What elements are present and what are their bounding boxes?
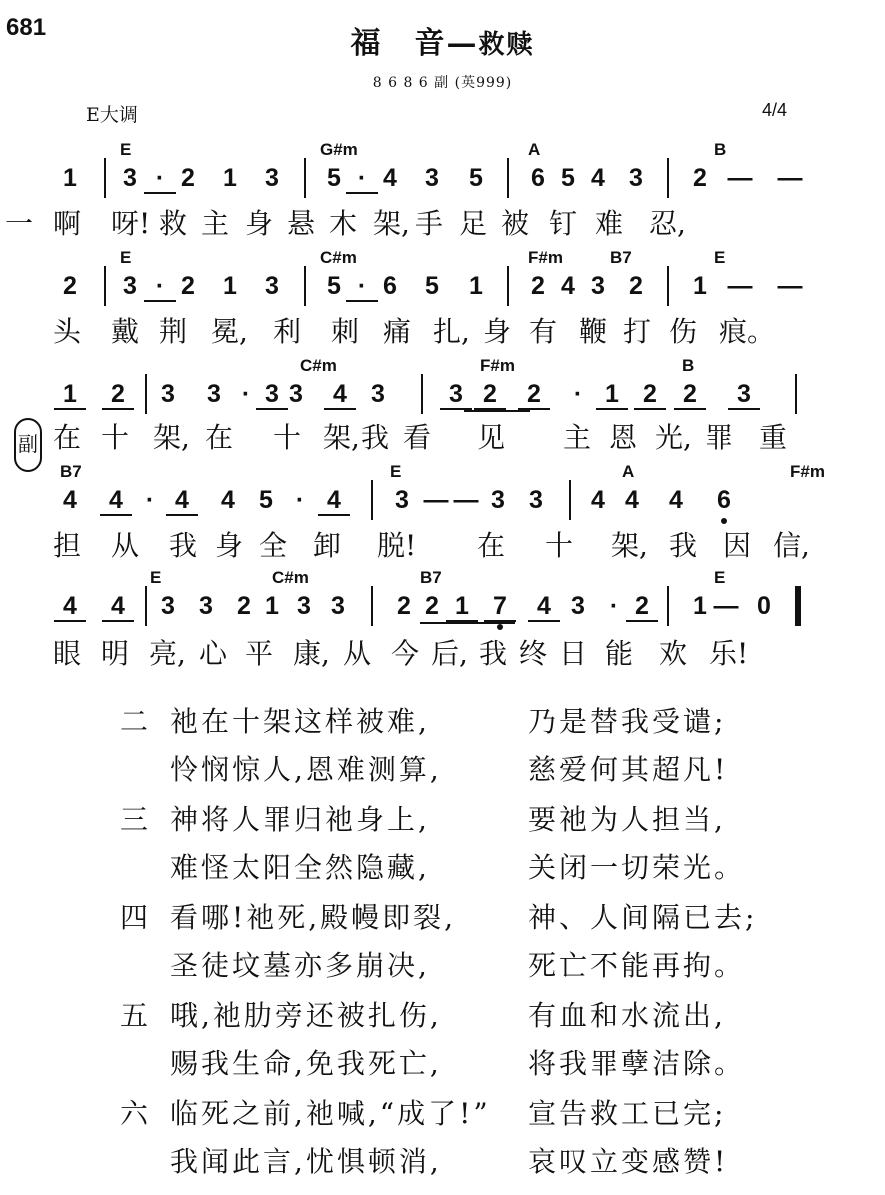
note: 1 — [223, 272, 237, 300]
lyric-syllable: 明 — [101, 637, 130, 670]
note: 1 — [693, 592, 707, 620]
lyric-syllable: 心 — [199, 637, 228, 670]
dot-mark: · — [145, 486, 155, 514]
verse-text-second-half: 宣告救工已完; — [528, 1097, 727, 1130]
note: 4 — [324, 380, 356, 410]
note: 1 — [446, 592, 478, 622]
note: 3 — [161, 592, 175, 620]
chord-symbol: B7 — [60, 462, 82, 481]
verse-text-second-half: 神、人间隔已去; — [528, 901, 758, 934]
note: 5 — [425, 272, 439, 300]
chord-symbol: A — [528, 140, 541, 159]
hold-dash: — — [727, 164, 753, 192]
verse-text-first-half: 祂在十架这样被难, — [170, 705, 430, 738]
note: 3 — [425, 164, 439, 192]
lyric-syllable: 架, — [153, 421, 190, 454]
lyric-syllable: 我 — [169, 529, 198, 562]
hymn-title — [0, 18, 885, 62]
verse-text-first-half: 临死之前,祂喊,“成了!” — [170, 1097, 491, 1130]
lyric-syllable: 架, — [373, 207, 410, 240]
verse-text-second-half: 有血和水流出, — [528, 999, 726, 1032]
beam-line — [420, 622, 515, 624]
hold-dash: — — [777, 164, 803, 192]
verse-block — [0, 994, 885, 1090]
dot-mark: · — [346, 272, 378, 302]
lyric-syllable: 脱! — [377, 529, 417, 562]
lyric-syllable: 身 — [245, 207, 274, 240]
verse-line — [0, 1140, 885, 1188]
title-main: 福 音 — [350, 26, 447, 61]
hold-dash: — — [423, 486, 449, 514]
barline — [795, 374, 797, 414]
dot-mark: · — [573, 380, 583, 408]
chord-symbol: B7 — [420, 568, 442, 587]
verse-text-first-half: 我闻此言,忧惧顿消, — [170, 1145, 442, 1178]
chord-symbol: C#m — [320, 248, 357, 267]
verse-line — [0, 994, 885, 1042]
verse-number: 四 — [120, 901, 152, 934]
barline — [371, 586, 373, 626]
lyric-syllable: 乐! — [709, 637, 749, 670]
lyric-syllable: 我 — [669, 529, 698, 562]
note: 3 — [591, 272, 605, 300]
chord-symbol: F#m — [790, 462, 825, 481]
chord-symbol: E — [120, 248, 132, 267]
hold-dash: — — [453, 486, 479, 514]
note: 4 — [561, 272, 575, 300]
verse-text-second-half: 慈爱何其超凡! — [528, 753, 729, 786]
verse-text-first-half: 难怪太阳全然隐藏, — [170, 851, 430, 884]
note: 1 — [596, 380, 628, 410]
note: 3 — [265, 164, 279, 192]
note: 3 — [123, 164, 137, 192]
verse-line — [0, 700, 885, 748]
verse-block — [0, 1092, 885, 1188]
barline — [667, 266, 669, 306]
verse-line — [0, 1042, 885, 1090]
verse-text-second-half: 要祂为人担当, — [528, 803, 726, 836]
chord-symbol: A — [622, 462, 635, 481]
lyric-syllable: 罪 — [705, 421, 734, 454]
title-subtitle: 救赎 — [478, 30, 535, 60]
dot-mark: · — [346, 164, 378, 194]
note: 3 — [289, 380, 303, 408]
note: 1 — [265, 592, 279, 620]
note: 1 — [469, 272, 483, 300]
chord-symbol: B — [714, 140, 727, 159]
lyric-syllable: 荆 — [159, 315, 188, 348]
barline — [371, 480, 373, 520]
dot-mark: · — [241, 380, 251, 408]
chord-symbol: C#m — [300, 356, 337, 375]
lyric-syllable: 伤 — [669, 315, 698, 348]
verse-text-first-half: 赐我生命,免我死亡, — [170, 1047, 442, 1080]
lyric-syllable: 身 — [483, 315, 512, 348]
verse-number: 二 — [120, 705, 152, 738]
note: 3 — [161, 380, 175, 408]
verse-line — [0, 944, 885, 992]
note: 3 — [256, 380, 288, 410]
note: 4 — [318, 486, 350, 516]
note: 5 — [469, 164, 483, 192]
note: 2 — [181, 272, 195, 300]
verse-line — [0, 798, 885, 846]
barline — [104, 158, 106, 198]
note: 4 — [166, 486, 198, 516]
verse-text-second-half: 死亡不能再拘。 — [528, 949, 746, 982]
note: 3 — [297, 592, 311, 620]
barline — [507, 266, 509, 306]
lyric-syllable: 冕, — [211, 315, 248, 348]
lyric-syllable: 因 — [723, 529, 752, 562]
octave-dot — [721, 518, 727, 524]
lyric-syllable: 从 — [343, 637, 372, 670]
lyric-row — [0, 526, 885, 570]
hold-dash: — — [713, 592, 739, 620]
lyric-syllable: 忍, — [649, 207, 686, 240]
key-signature: E大调 — [86, 104, 138, 126]
lyric-syllable: 全 — [259, 529, 288, 562]
hymn-number: 681 — [6, 14, 47, 41]
verse-text-second-half: 关闭一切荣光。 — [528, 851, 746, 884]
note: 2 — [425, 592, 439, 620]
note: 2 — [63, 272, 77, 300]
note: 2 — [474, 380, 506, 410]
note: 1 — [223, 164, 237, 192]
note: 2 — [634, 380, 666, 410]
verse-line — [0, 896, 885, 944]
note: 3 — [491, 486, 505, 514]
lyric-syllable: 信, — [773, 529, 810, 562]
note: 4 — [63, 486, 77, 514]
chord-symbol: B — [682, 356, 695, 375]
verse-line — [0, 846, 885, 894]
note: 3 — [123, 272, 137, 300]
note: 2 — [693, 164, 707, 192]
lyric-syllable: 担 — [53, 529, 82, 562]
dot-mark: · — [144, 272, 176, 302]
lyric-syllable: 扎, — [433, 315, 470, 348]
chord-symbol: C#m — [272, 568, 309, 587]
note: 2 — [102, 380, 134, 410]
lyric-syllable: 架, — [611, 529, 648, 562]
octave-dot — [497, 624, 503, 630]
note: 3 — [728, 380, 760, 410]
lyric-syllable: 主 — [201, 207, 230, 240]
verse-number: 五 — [120, 999, 152, 1032]
meter-line: 8 6 8 6 副 (英999) — [372, 75, 513, 91]
chord-symbol: E — [390, 462, 402, 481]
lyric-syllable: 一 — [5, 207, 34, 240]
verse-block — [0, 896, 885, 992]
verse-block — [0, 798, 885, 894]
note: 4 — [669, 486, 683, 514]
lyric-syllable: 有 — [529, 315, 558, 348]
lyric-syllable: 我 — [479, 637, 508, 670]
lyric-syllable: 身 — [215, 529, 244, 562]
barline — [569, 480, 571, 520]
verse-number: 六 — [120, 1097, 152, 1130]
chorus-mark: 副 — [14, 418, 42, 472]
lyric-syllable: 痛 — [383, 315, 412, 348]
verse-number: 三 — [120, 803, 152, 836]
lyric-syllable: 悬 — [287, 207, 316, 240]
note: 2 — [531, 272, 545, 300]
lyric-syllable: 利 — [273, 315, 302, 348]
hold-dash: — — [777, 272, 803, 300]
chord-symbol: F#m — [528, 248, 563, 267]
note: 5 — [259, 486, 273, 514]
chord-symbol: E — [120, 140, 132, 159]
note: 4 — [528, 592, 560, 622]
verse-line — [0, 748, 885, 796]
barline — [421, 374, 423, 414]
note: 6 — [717, 486, 731, 514]
barline — [304, 266, 306, 306]
note: 4 — [625, 486, 639, 514]
note: 3 — [265, 272, 279, 300]
note: 5 — [327, 272, 341, 300]
note: 0 — [757, 592, 771, 620]
lyric-syllable: 康, — [293, 637, 330, 670]
verse-text-first-half: 看哪!祂死,殿幔即裂, — [170, 901, 457, 934]
lyric-syllable: 木 — [329, 207, 358, 240]
note: 4 — [383, 164, 397, 192]
dot-mark: · — [295, 486, 305, 514]
note: 2 — [397, 592, 411, 620]
note: 3 — [629, 164, 643, 192]
note: 4 — [54, 592, 86, 622]
chord-symbol: B7 — [610, 248, 632, 267]
lyric-syllable: 终 — [519, 637, 548, 670]
dot-mark: · — [609, 592, 619, 620]
lyric-syllable: 看 — [403, 421, 432, 454]
verse-line — [0, 1092, 885, 1140]
note: 3 — [371, 380, 385, 408]
lyric-syllable: 钉 — [549, 207, 578, 240]
barline — [145, 586, 147, 626]
note: 4 — [591, 486, 605, 514]
note: 4 — [102, 592, 134, 622]
verse-text-first-half: 哦,祂肋旁还被扎伤, — [170, 999, 442, 1032]
title-dash: — — [446, 26, 479, 61]
verse-text-second-half: 哀叹立变感赞! — [528, 1145, 729, 1178]
chord-symbol: E — [150, 568, 162, 587]
lyric-syllable: 啊 — [53, 207, 82, 240]
note: 6 — [383, 272, 397, 300]
lyric-syllable: 十 — [273, 421, 302, 454]
lyric-syllable: 见 — [477, 421, 506, 454]
chord-symbol: E — [714, 248, 726, 267]
lyric-syllable: 在 — [477, 529, 506, 562]
barline — [667, 586, 669, 626]
note: 5 — [327, 164, 341, 192]
barline — [507, 158, 509, 198]
lyric-syllable: 头 — [53, 315, 82, 348]
time-signature: 4/4 — [762, 100, 788, 120]
verse-text-second-half: 将我罪孽洁除。 — [528, 1047, 746, 1080]
note: 2 — [626, 592, 658, 622]
note: 3 — [199, 592, 213, 620]
lyric-syllable: 足 — [459, 207, 488, 240]
lyric-syllable: 日 — [559, 637, 588, 670]
note: 2 — [674, 380, 706, 410]
lyric-syllable: 鞭 — [579, 315, 608, 348]
lyric-syllable: 戴 — [111, 315, 140, 348]
note: 2 — [181, 164, 195, 192]
lyric-syllable: 十 — [101, 421, 130, 454]
lyric-syllable: 亮, — [149, 637, 186, 670]
barline — [104, 266, 106, 306]
note: 1 — [54, 380, 86, 410]
lyric-syllable: 欢 — [659, 637, 688, 670]
note: 3 — [395, 486, 409, 514]
lyric-syllable: 救 — [159, 207, 188, 240]
lyric-syllable: 从 — [111, 529, 140, 562]
note: 3 — [207, 380, 221, 408]
lyric-syllable: 卸 — [313, 529, 342, 562]
lyric-syllable: 我 — [361, 421, 390, 454]
verse-block — [0, 700, 885, 796]
lyric-syllable: 主 — [563, 421, 592, 454]
hold-dash: — — [727, 272, 753, 300]
lyric-syllable: 光, — [655, 421, 692, 454]
verse-text-first-half: 圣徒坟墓亦多崩决, — [170, 949, 430, 982]
lyric-syllable: 被 — [501, 207, 530, 240]
lyric-row — [0, 312, 885, 356]
lyric-syllable: 能 — [605, 637, 634, 670]
chord-symbol: E — [714, 568, 726, 587]
verse-text-first-half: 神将人罪归祂身上, — [170, 803, 430, 836]
verse-text-second-half: 乃是替我受谴; — [528, 705, 727, 738]
note: 3 — [440, 380, 472, 410]
lyric-syllable: 眼 — [53, 637, 82, 670]
note: 6 — [531, 164, 545, 192]
lyric-syllable: 架, — [323, 421, 360, 454]
lyric-syllable: 十 — [545, 529, 574, 562]
lyric-syllable: 后, — [431, 637, 468, 670]
chord-symbol: F#m — [480, 356, 515, 375]
note: 3 — [571, 592, 585, 620]
lyric-syllable: 今 — [391, 637, 420, 670]
lyric-row — [0, 634, 885, 678]
lyric-syllable: 重 — [759, 421, 788, 454]
lyric-syllable: 呀! — [111, 207, 151, 240]
barline — [145, 374, 147, 414]
barline — [304, 158, 306, 198]
lyric-syllable: 刺 — [331, 315, 360, 348]
note: 4 — [221, 486, 235, 514]
note: 1 — [693, 272, 707, 300]
note: 2 — [629, 272, 643, 300]
lyric-syllable: 手 — [415, 207, 444, 240]
note: 4 — [591, 164, 605, 192]
lyric-syllable: 难 — [595, 207, 624, 240]
note: 7 — [484, 592, 516, 622]
note: 3 — [529, 486, 543, 514]
lyric-syllable: 痕。 — [719, 315, 776, 348]
lyric-row — [0, 418, 885, 462]
verse-text-first-half: 怜悯惊人,恩难测算, — [170, 753, 442, 786]
note: 4 — [100, 486, 132, 516]
lyric-syllable: 打 — [623, 315, 652, 348]
dot-mark: · — [144, 164, 176, 194]
note: 3 — [331, 592, 345, 620]
lyric-syllable: 在 — [53, 421, 82, 454]
lyric-syllable: 在 — [205, 421, 234, 454]
final-barline — [795, 586, 801, 626]
note: 2 — [518, 380, 550, 410]
chord-symbol: G#m — [320, 140, 358, 159]
lyric-syllable: 恩 — [609, 421, 638, 454]
note: 5 — [561, 164, 575, 192]
lyric-syllable: 平 — [245, 637, 274, 670]
note: 2 — [237, 592, 251, 620]
barline — [667, 158, 669, 198]
beam-line — [500, 410, 530, 412]
lyric-row — [0, 204, 885, 248]
note: 1 — [63, 164, 77, 192]
